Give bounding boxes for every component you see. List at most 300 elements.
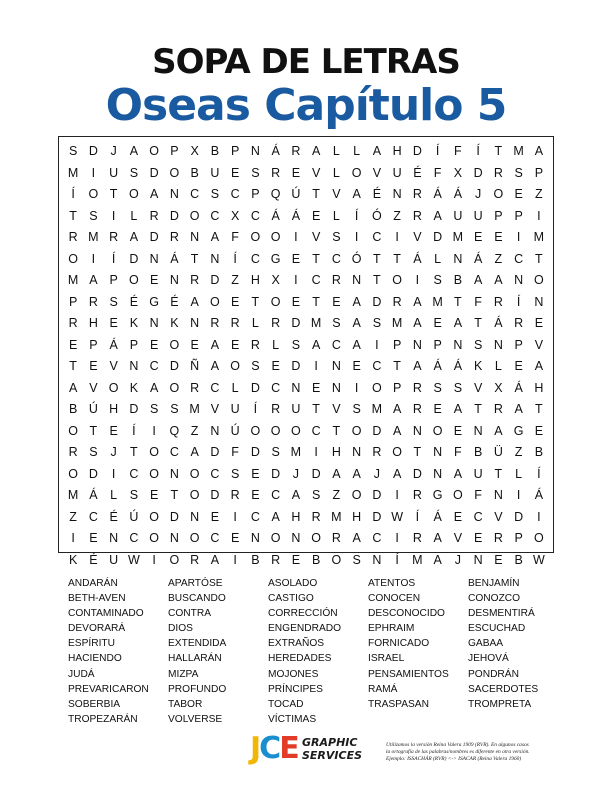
word-list-item: PROFUNDO	[168, 683, 227, 695]
grid-cell: P	[494, 208, 503, 223]
grid-cell: E	[453, 509, 463, 524]
word-list-item: APARTÓSE	[168, 578, 223, 589]
grid-cell: Í	[537, 466, 541, 481]
grid-cell: V	[311, 165, 321, 180]
grid-cell: E	[109, 423, 118, 438]
grid-cell: S	[352, 402, 361, 416]
grid-cell: R	[190, 552, 200, 567]
grid-cell: E	[109, 316, 118, 330]
grid-cell: Á	[109, 337, 118, 352]
grid-cell: S	[352, 552, 361, 567]
grid-cell: É	[170, 294, 179, 309]
grid-cell: H	[291, 509, 301, 524]
grid-cell: L	[251, 316, 259, 330]
grid-cell: S	[271, 445, 280, 459]
grid-cell: G	[149, 294, 159, 309]
grid-cell: A	[372, 144, 382, 158]
grid-cell: N	[190, 509, 200, 524]
grid-cell: L	[130, 208, 138, 223]
grid-cell: E	[433, 402, 442, 416]
grid-cell: X	[494, 380, 503, 395]
grid-cell: R	[271, 316, 281, 330]
word-list-item: CONOZCO	[468, 593, 521, 605]
note-line-2: la ortografía de las palabras/nombres es diferente en otra versión.	[386, 749, 530, 755]
grid-row	[59, 528, 553, 550]
word-list-item: SOBERBIA	[68, 698, 121, 710]
grid-cell: T	[535, 402, 543, 416]
grid-cell: H	[392, 144, 402, 158]
grid-cell: A	[210, 552, 220, 567]
grid-cell: I	[395, 531, 399, 545]
grid-cell: E	[68, 337, 78, 352]
grid-cell: D	[210, 445, 220, 459]
grid-cell: S	[473, 337, 483, 352]
grid-cell: O	[453, 488, 463, 502]
grid-cell: C	[129, 531, 139, 545]
grid-row	[59, 270, 553, 292]
grid-row	[59, 249, 553, 271]
grid-cell: O	[189, 208, 200, 223]
grid-cell: M	[432, 294, 443, 309]
grid-cell: U	[473, 466, 483, 481]
word-list-item: FORNICADO	[368, 638, 430, 650]
grid-cell: E	[210, 509, 220, 524]
grid-cell: F	[454, 144, 462, 158]
grid-cell: O	[351, 423, 362, 438]
grid-cell: N	[129, 359, 139, 373]
grid-cell: U	[230, 402, 240, 416]
grid-cell: L	[332, 144, 340, 158]
grid-cell: D	[250, 445, 260, 459]
logo-wordmark	[302, 736, 362, 762]
grid-cell: P	[392, 337, 402, 352]
grid-cell: I	[537, 509, 541, 524]
grid-cell: V	[453, 531, 463, 545]
word-list-item: TROPEZARÁN	[68, 713, 138, 725]
grid-cell: S	[230, 466, 240, 481]
grid-cell: C	[210, 466, 220, 481]
grid-cell: Ú	[129, 509, 139, 524]
grid-cell: A	[190, 294, 199, 309]
grid-cell: B	[473, 445, 483, 459]
grid-cell: R	[271, 165, 281, 180]
grid-cell: V	[494, 509, 503, 524]
grid-cell: M	[67, 488, 79, 502]
grid-cell: P	[514, 531, 523, 545]
grid-cell: A	[352, 531, 361, 545]
grid-cell: Z	[494, 251, 503, 266]
grid-cell: E	[230, 531, 240, 545]
grid-cell: A	[291, 488, 301, 502]
grid-cell: P	[89, 337, 98, 352]
grid-cell: A	[413, 359, 422, 373]
word-search-grid	[58, 136, 554, 567]
word-list-item: CONOCEN	[368, 593, 421, 605]
grid-row	[59, 163, 553, 185]
grid-cell: S	[433, 273, 442, 287]
grid-cell: O	[210, 294, 220, 309]
grid-cell: D	[88, 144, 98, 158]
grid-cell: I	[375, 337, 379, 352]
grid-cell: T	[170, 488, 179, 502]
grid-cell: J	[110, 144, 117, 158]
grid-cell: A	[210, 230, 220, 244]
word-column	[368, 576, 468, 727]
grid-cell: Í	[253, 402, 258, 416]
grid-cell: A	[210, 359, 220, 373]
grid-cell: D	[210, 488, 220, 502]
grid-cell: O	[270, 294, 281, 309]
grid-row	[59, 464, 553, 486]
grid-cell: P	[433, 337, 442, 352]
grid-cell: Ü	[493, 445, 503, 459]
grid-cell: A	[413, 316, 422, 330]
word-list-item: PENSAMIENTOS	[368, 668, 449, 680]
grid-cell: C	[210, 380, 220, 395]
grid-cell: O	[534, 273, 544, 287]
grid-cell: M	[371, 402, 383, 416]
grid-cell: Ú	[88, 402, 98, 416]
grid-cell: O	[291, 423, 301, 438]
grid-cell: I	[395, 230, 399, 244]
grid-cell: Í	[111, 251, 116, 266]
grid-cell: Á	[433, 359, 442, 373]
grid-cell: I	[294, 273, 298, 287]
grid-cell: R	[493, 165, 503, 180]
grid-cell: D	[412, 466, 422, 481]
grid-cell: E	[251, 488, 260, 502]
word-list-item: HACIENDO	[68, 653, 122, 665]
word-list-item: EPHRAIM	[368, 623, 415, 635]
grid-cell: R	[514, 316, 524, 330]
grid-cell: E	[473, 531, 483, 545]
grid-cell: B	[190, 165, 199, 180]
grid-cell: T	[312, 294, 320, 309]
grid-cell: S	[332, 230, 341, 244]
grid-cell: J	[110, 445, 117, 459]
word-column	[468, 576, 568, 727]
jce-logo	[250, 732, 370, 768]
grid-cell: N	[331, 380, 341, 395]
grid-cell: A	[473, 273, 483, 287]
grid-cell: T	[413, 445, 422, 459]
grid-cell: O	[432, 423, 443, 438]
word-list-item: HALLARÁN	[168, 653, 222, 665]
grid-cell: D	[129, 251, 139, 266]
grid-cell: E	[494, 230, 503, 244]
grid-cell: S	[291, 337, 301, 352]
grid-cell: O	[68, 251, 78, 266]
grid-cell: E	[534, 423, 544, 438]
grid-cell: D	[372, 423, 382, 438]
grid-cell: É	[372, 187, 382, 201]
grid-cell: U	[291, 402, 301, 416]
grid-cell: I	[91, 251, 96, 266]
grid-cell: N	[372, 552, 382, 567]
grid-cell: P	[109, 273, 118, 287]
grid-cell: N	[453, 337, 463, 352]
grid-cell: É	[89, 552, 98, 567]
grid-cell: N	[412, 423, 422, 438]
grid-cell: Á	[494, 316, 503, 330]
grid-cell: Í	[233, 251, 237, 266]
word-list-item: BENJAMÍN	[468, 578, 520, 589]
grid-cell: Á	[170, 251, 179, 266]
grid-cell: P	[514, 208, 523, 223]
grid-cell: R	[250, 337, 260, 352]
word-list-item: ISRAEL	[368, 653, 405, 665]
grid-cell: A	[89, 273, 98, 287]
grid-cell: Z	[190, 423, 199, 438]
grid-cell: I	[314, 445, 318, 459]
grid-cell: E	[271, 359, 280, 373]
grid-cell: K	[68, 552, 78, 567]
grid-cell: Á	[271, 208, 280, 223]
grid-cell: Á	[453, 187, 463, 201]
grid-cell: E	[291, 165, 301, 180]
word-list-item: TOCAD	[268, 698, 304, 710]
grid-cell: A	[433, 552, 442, 567]
grid-cell: D	[271, 466, 281, 481]
grid-cell: A	[129, 230, 139, 244]
grid-cell: D	[311, 466, 321, 481]
grid-cell: O	[270, 230, 281, 244]
grid-cell: O	[169, 165, 180, 180]
grid-cell: R	[149, 208, 159, 223]
grid-cell: K	[170, 316, 179, 330]
grid-cell: N	[352, 445, 362, 459]
grid-cell: C	[250, 251, 260, 266]
grid-cell: Ú	[291, 187, 301, 201]
grid-cell: R	[412, 488, 422, 502]
logo-letter-c: C	[259, 731, 280, 766]
word-list-item: MOJONES	[268, 668, 319, 680]
grid-cell: A	[392, 466, 402, 481]
grid-cell: N	[392, 187, 402, 201]
grid-row	[59, 378, 553, 400]
grid-cell: D	[210, 273, 220, 287]
grid-cell: K	[129, 380, 139, 395]
grid-row	[59, 356, 553, 378]
grid-cell: H	[331, 445, 341, 459]
grid-cell: C	[250, 208, 260, 223]
grid-cell: N	[453, 251, 463, 266]
grid-cell: D	[149, 165, 159, 180]
grid-cell: R	[412, 380, 422, 395]
grid-row	[59, 227, 553, 249]
grid-cell: S	[68, 144, 78, 158]
grid-cell: L	[332, 165, 340, 180]
grid-cell: L	[332, 208, 340, 223]
grid-cell: U	[109, 552, 119, 567]
grid-cell: T	[332, 423, 341, 438]
word-list-item: SACERDOTES	[468, 683, 539, 695]
grid-cell: N	[109, 531, 119, 545]
grid-cell: R	[412, 402, 422, 416]
letter-grid	[59, 141, 553, 571]
grid-cell: V	[372, 165, 382, 180]
grid-cell: O	[351, 488, 362, 502]
grid-cell: T	[373, 251, 381, 266]
word-list-item: ATENTOS	[368, 578, 416, 589]
grid-cell: S	[514, 165, 523, 180]
grid-cell: M	[189, 402, 200, 416]
grid-cell: T	[393, 251, 401, 266]
grid-cell: D	[291, 316, 301, 330]
word-list-item: GABAA	[468, 638, 504, 650]
grid-cell: N	[250, 144, 260, 158]
grid-cell: X	[271, 273, 280, 287]
grid-cell: M	[412, 552, 423, 567]
grid-cell: Ó	[351, 251, 362, 266]
grid-cell: I	[71, 531, 75, 545]
word-list-item: TABOR	[168, 698, 203, 710]
grid-row	[59, 421, 553, 443]
grid-cell: C	[230, 187, 240, 201]
grid-cell: U	[109, 165, 119, 180]
grid-cell: X	[230, 208, 240, 223]
grid-cell: O	[534, 531, 544, 545]
grid-cell: E	[230, 294, 240, 309]
grid-cell: P	[392, 380, 402, 395]
grid-cell: D	[433, 230, 443, 244]
grid-cell: C	[372, 531, 382, 545]
grid-cell: Z	[69, 509, 77, 524]
grid-cell: I	[354, 380, 359, 395]
grid-cell: R	[68, 230, 78, 244]
grid-cell: A	[433, 531, 442, 545]
grid-cell: L	[434, 251, 442, 266]
grid-cell: A	[453, 316, 463, 330]
grid-cell: E	[332, 294, 341, 309]
grid-cell: R	[210, 316, 220, 330]
grid-cell: I	[233, 509, 237, 524]
grid-cell: P	[534, 165, 544, 180]
grid-cell: N	[149, 251, 159, 266]
grid-cell: I	[395, 488, 399, 502]
grid-cell: R	[412, 187, 422, 201]
grid-cell: Á	[433, 187, 442, 201]
grid-cell: I	[415, 273, 420, 287]
grid-cell: R	[190, 380, 200, 395]
grid-cell: P	[68, 294, 78, 309]
grid-cell: O	[169, 552, 180, 567]
grid-cell: T	[474, 316, 482, 330]
grid-cell: O	[392, 273, 402, 287]
grid-cell: Í	[71, 187, 75, 201]
grid-cell: Z	[514, 445, 523, 459]
grid-cell: S	[89, 445, 98, 459]
grid-cell: L	[110, 488, 118, 502]
grid-cell: Í	[435, 144, 440, 158]
grid-cell: D	[372, 294, 382, 309]
grid-row	[59, 184, 553, 206]
grid-cell: T	[109, 187, 118, 201]
grid-cell: N	[473, 552, 483, 567]
grid-cell: R	[190, 273, 200, 287]
grid-cell: S	[311, 488, 321, 502]
grid-cell: T	[393, 359, 401, 373]
grid-cell: A	[453, 466, 463, 481]
grid-cell: C	[311, 423, 321, 438]
grid-cell: E	[89, 531, 98, 545]
grid-cell: I	[111, 208, 116, 223]
grid-cell: A	[392, 402, 402, 416]
logo-mark	[250, 732, 298, 766]
grid-cell: A	[534, 144, 544, 158]
grid-cell: O	[189, 488, 200, 502]
grid-cell: A	[534, 359, 544, 373]
grid-cell: T	[312, 402, 320, 416]
grid-cell: R	[412, 208, 422, 223]
grid-cell: R	[109, 230, 119, 244]
grid-cell: O	[149, 509, 159, 524]
grid-cell: D	[514, 509, 524, 524]
grid-cell: C	[331, 337, 341, 352]
grid-cell: R	[68, 316, 78, 330]
grid-cell: T	[474, 402, 482, 416]
grid-cell: T	[535, 251, 543, 266]
grid-cell: E	[514, 187, 523, 201]
grid-cell: W	[127, 552, 140, 567]
grid-cell: S	[109, 294, 118, 309]
grid-cell: F	[231, 230, 239, 244]
grid-cell: E	[251, 466, 260, 481]
grid-cell: Í	[395, 552, 399, 567]
grid-cell: Á	[453, 359, 463, 373]
grid-cell: Z	[332, 488, 341, 502]
grid-cell: I	[354, 230, 359, 244]
grid-cell: Á	[271, 144, 280, 158]
grid-row	[59, 550, 553, 572]
grid-cell: O	[88, 187, 99, 201]
note-line-3: Ejemplo: ISSACHÁR (RVR) <-> ISACAR (Reina Valera 1960)	[386, 756, 522, 762]
grid-cell: N	[291, 380, 301, 395]
grid-cell: F	[433, 165, 442, 180]
grid-cell: M	[290, 445, 302, 459]
grid-cell: E	[291, 251, 301, 266]
grid-cell: V	[332, 402, 341, 416]
grid-cell: I	[233, 552, 237, 567]
word-list-item: CONTRA	[168, 608, 212, 620]
grid-cell: A	[494, 273, 503, 287]
grid-cell: V	[332, 187, 341, 201]
grid-cell: P	[129, 337, 139, 352]
grid-cell: Á	[433, 509, 442, 524]
grid-cell: S	[251, 359, 260, 373]
grid-cell: Ó	[372, 208, 382, 223]
grid-cell: I	[516, 488, 521, 502]
grid-cell: O	[68, 466, 78, 481]
grid-cell: C	[190, 187, 200, 201]
grid-cell: O	[129, 187, 139, 201]
grid-row	[59, 313, 553, 335]
grid-cell: C	[271, 380, 281, 395]
grid-cell: I	[314, 359, 318, 373]
grid-cell: S	[89, 208, 98, 223]
grid-cell: R	[271, 402, 281, 416]
grid-cell: M	[67, 165, 79, 180]
word-list-item: EXTRAÑOS	[268, 638, 325, 650]
grid-cell: N	[433, 445, 443, 459]
logo-letter-e: E	[279, 731, 298, 766]
grid-cell: A	[210, 337, 220, 352]
word-list-item: EXTENDIDA	[168, 638, 227, 650]
grid-cell: B	[68, 402, 78, 416]
word-list-item: VOLVERSE	[168, 713, 223, 725]
grid-cell: R	[88, 294, 98, 309]
grid-row	[59, 335, 553, 357]
